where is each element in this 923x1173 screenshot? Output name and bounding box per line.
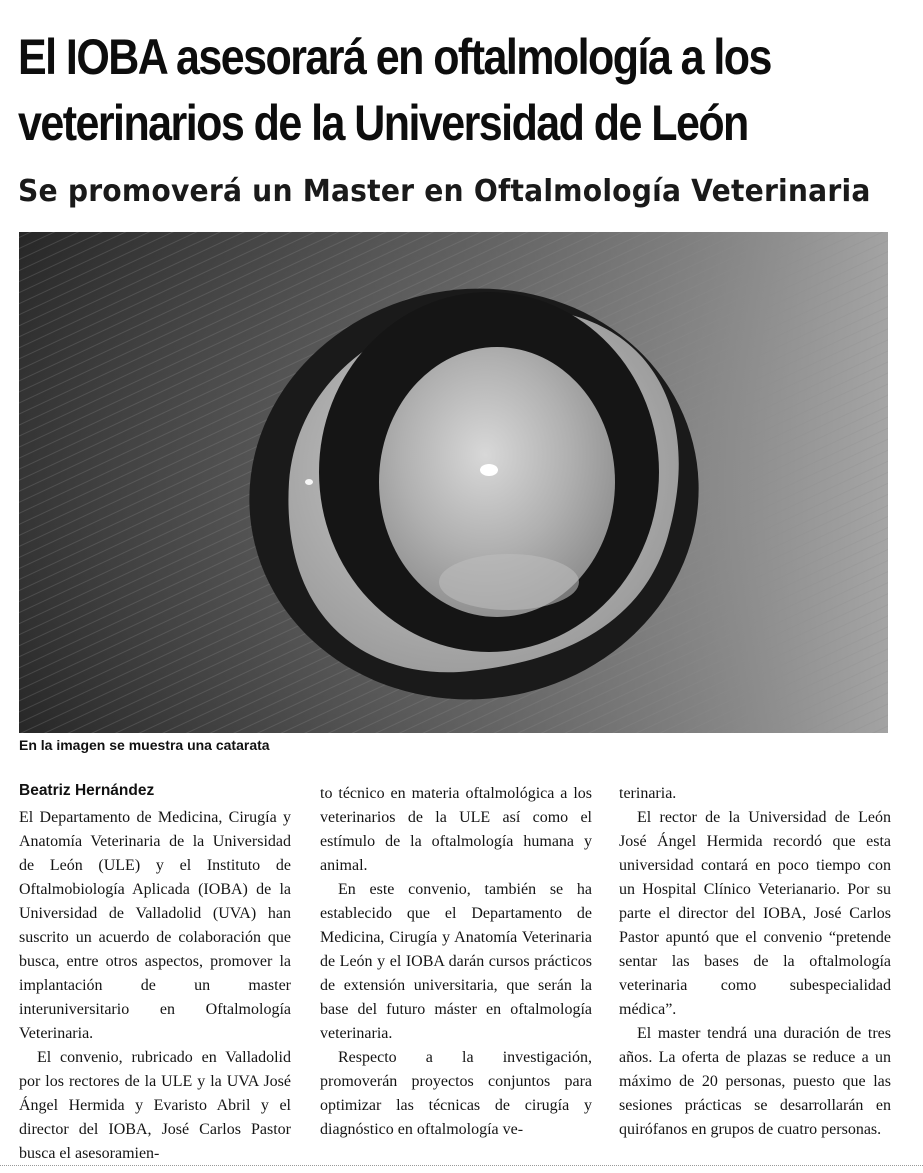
subtitle: Se promoverá un Master en Oftalmología Veterinaria [18,174,871,209]
paragraph-5: El rector de la Universidad de León José Ángel Hermida recordó que esta universidad contará en poco tiempo con un Hospital Clínico Veterianario. Por su parte el director del IOBA, José Carlos Pastor apuntó que el convenio “pretende sentar las bases de la oftalmología veterinaria como subespecialidad médica”. [619,809,891,1018]
paragraph-2-end: to técnico en materia oftalmológica a los veterinarios de la ULE así como el estímulo de la oftalmología humana y animal. [320,785,592,874]
paragraph-4-end: terinaria. [619,785,677,802]
paragraph-2-start: El convenio, rubricado en Valladolid por los rectores de la ULE y la UVA José Ángel Hermida y Evaristo Abril y el director del IOBA, José Carlos Pastor busca el asesoramien- [19,1049,291,1162]
photo-caption: En la imagen se muestra una catarata [19,737,270,753]
paragraph-4-start: Respecto a la investigación, promoverán proyectos conjuntos para optimizar las técnicas de cirugía y diagnóstico en oftalmología ve- [320,1049,592,1138]
page-bottom-rule [0,1165,923,1167]
author-byline: Beatriz Hernández [19,782,155,799]
paragraph-6: El master tendrá una duración de tres años. La oferta de plazas se reduce a un máximo de 20 personas, puesto que las sesiones prácticas se desarrollarán en quirófanos en grupos de cuatro personas. [619,1025,891,1138]
cataract-eye-photo [19,232,888,733]
headline [18,24,783,156]
article-column-3 [619,782,891,1142]
paragraph-3: En este convenio, también se ha establecido que el Departamento de Medicina, Cirugía y Anatomía Veterinaria de León y el IOBA darán cursos prácticos de extensión universitaria, que serán la base del futuro máster en oftalmología veterinaria. [320,881,592,1042]
headline-line-2: veterinarios de la Universidad de León [18,95,748,151]
headline-line-1: El IOBA asesorará en oftalmología a los [18,29,771,85]
paragraph-1: El Departamento de Medicina, Cirugía y Anatomía Veterinaria de la Universidad de León (ULE) y el Instituto de Oftalmobiología Aplicada (IOBA) de la Universidad de Valladolid (UVA) han suscrito un acuerdo de colaboración que busca, entre otros aspectos, promover la implantación de un master interuniversitario en Oftalmología Veterinaria. [19,809,291,1042]
eye-cataract-photo-icon [19,232,888,733]
article-column-2 [320,782,592,1142]
article-column-1 [19,806,291,1166]
